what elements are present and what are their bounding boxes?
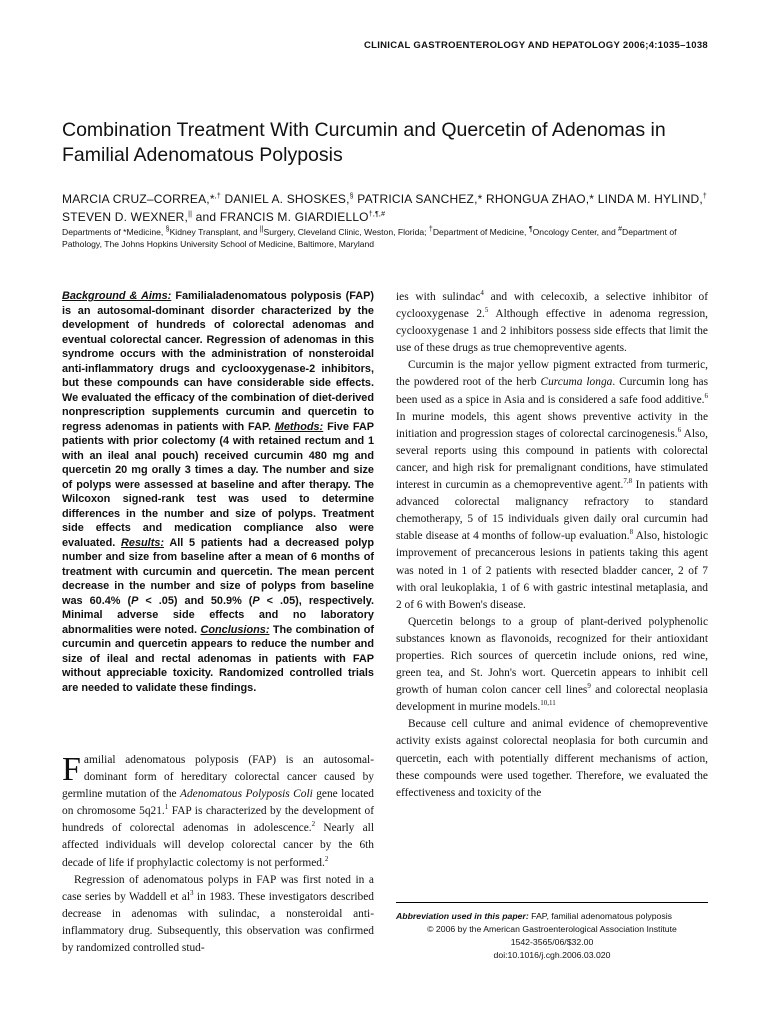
article-title: Combination Treatment With Curcumin and Quercetin of Adenomas in Familial Adenomatous Polyposis [62,119,666,166]
right-paragraph-3: Quercetin belongs to a group of plant-derived polyphenolic substances known as flavonoids, recognized for their antioxidant properties. Rich sources of quercetin include onions, red wine, green tea, and St. John's wort. Quercetin appears to inhibit cell growth of human colon cancer cell lines$^9$ and colorectal neoplasia development in murine models.$^{10,11}$ [396,615,708,714]
abbreviation-text: FAP, familial adenomatous polyposis [528,911,673,921]
right-paragraph-4: Because cell culture and animal evidence of chemopreventive activity exists against colorectal neoplasia for both curcumin and quercetin, each with potentially different mechanisms of action, these compounds were used together. Therefore, we evaluated the effectiveness and toxicity of the [396,718,708,799]
abstract: Background & Aims: Familialadenomatous polyposis (FAP) is an autosomal-dominant disorder characterized by the development of hundreds of colorectal adenomas and eventual colorectal cancer. Regression of adenomas in this syndrome occurs with the administration of nonsteroidal anti-inflammatory drugs and cyclooxygenase-2 inhibitors, but these compounds can have considerable side effects. We evaluated the efficacy of the combination of diet-derived nonprescription supplements curcumin and quercetin to regress adenomas in patients with FAP. Methods: Five FAP patients with prior colectomy (4 with retained rectum and 1 with an ileal anal pouch) received curcumin 480 mg and quercetin 20 mg orally 3 times a day. The number and size of polyps were assessed at baseline and after therapy. The Wilcoxon signed-rank test was used to determine differences in the number and size of polyps. Treatment side effects and medication compliance also were evaluated. Results: All 5 patients had a decreased polyp number and size from baseline after a mean of 6 months of treatment with curcumin and quercetin. The mean percent decrease in the number and size of polyps from baseline was 60.4% (P < .05) and 50.9% (P < .05), respectively. Minimal adverse side effects and no laboratory abnormalities were noted. Conclusions: The combination of curcumin and quercetin appears to reduce the number and size of ileal and rectal adenomas in patients with FAP without appreciable toxicity. Randomized controlled trials are needed to validate these findings. [62,290,375,694]
intro-paragraph-2: Regression of adenomatous polyps in FAP was first noted in a case series by Waddell et $al^3$ in 1983. These investigators described decrease in adenomas with sulindac, a nonsteroidal anti-inflammatory drug. Subsequently, this observation was confirmed by randomized controlled stud- [62,873,374,955]
intro-paragraph-1-text: amilial adenomatous polyposis (FAP) is an autosomal-dominant form of hereditary colorectal cancer caused by germline mutation of the Adenomatous Polyposis Coli gene located on chromosome 5q21.$^1$ FAP is characterized by the development of hundreds of colorectal adenomas in adolescence.$^2$ Nearly all affected individuals will develop colorectal cancer by the 6th decade of life if prophylactic colectomy is not performed.$^2$ [62,754,374,869]
copyright-line: © 2006 by the American Gastroenterological Association Institute [427,924,677,934]
right-paragraph-2: Curcumin is the major yellow pigment extracted from turmeric, the powdered root of the herb Curcuma longa. Curcumin long has been used as a spice in Asia and is considered a safe food additive.$^6$ In murine models, this agent shows preventive activity in the initiation and progression stages of colorectal carcinogenesis.$^6$ Also, several reports using this compound in patients with colorectal cancer, and high risk for premalignant conditions, have stimulated interest in curcumin as a chemopreventive agent.$^{7,8}$ In patients with advanced colorectal malignancy refractory to standard chemotherapy, 5 of 15 individuals given daily oral curcumin had stable disease at 4 months of follow-up evaluation.$^8$ Also, histologic improvement of precancerous lesions in patients taking this agent was noted in 1 of 2 patients with resected bladder cancer, 2 of 7 with oral leukoplakia, 1 of 6 with gastric intestinal metaplasia, and 2 of 6 with Bowen's disease. [396,359,709,611]
intro-paragraph-1 [62,752,374,872]
abbreviation-label: Abbreviation used in this paper: [396,911,529,921]
author-list: MARCIA CRUZ–CORREA,*,† DANIEL A. SHOSKES,§ PATRICIA SANCHEZ,* RHONGUA ZHAO,* LINDA M. HYLIND,† STEVEN D. WEXNER,|| and FRANCIS M. GIARDIELLO†,¶,# [62,192,708,224]
footnote-divider [396,902,708,903]
right-paragraph-1: ies with sulindac$^4$ and with celecoxib, a selective inhibitor of cyclooxygenase 2.$^5$ Although effective in adenoma regression, cyclooxygenase 1 and 2 inhibitors possess side effects that limit the use of these drugs as true chemopreventive agents. [396,289,709,355]
abbreviation-note [396,910,708,923]
issn-line: 1542-3565/06/$32.00 [510,937,594,947]
introduction-right-column [396,289,708,802]
introduction-left-column [62,752,374,957]
drop-cap: F [62,751,81,788]
footnote [396,910,708,962]
doi-line: doi:10.1016/j.cgh.2006.03.020 [493,950,611,960]
journal-header: CLINICAL GASTROENTEROLOGY AND HEPATOLOGY 2006;4:1035–1038 [363,40,708,51]
affiliations: Departments of *Medicine, §Kidney Transplant, and ||Surgery, Cleveland Clinic, Weston, Florida; †Department of Medicine, ¶Oncology Center, and #Department of Pathology, The Johns Hopkins University School of Medicine, Baltimore, Maryland [62,226,677,249]
